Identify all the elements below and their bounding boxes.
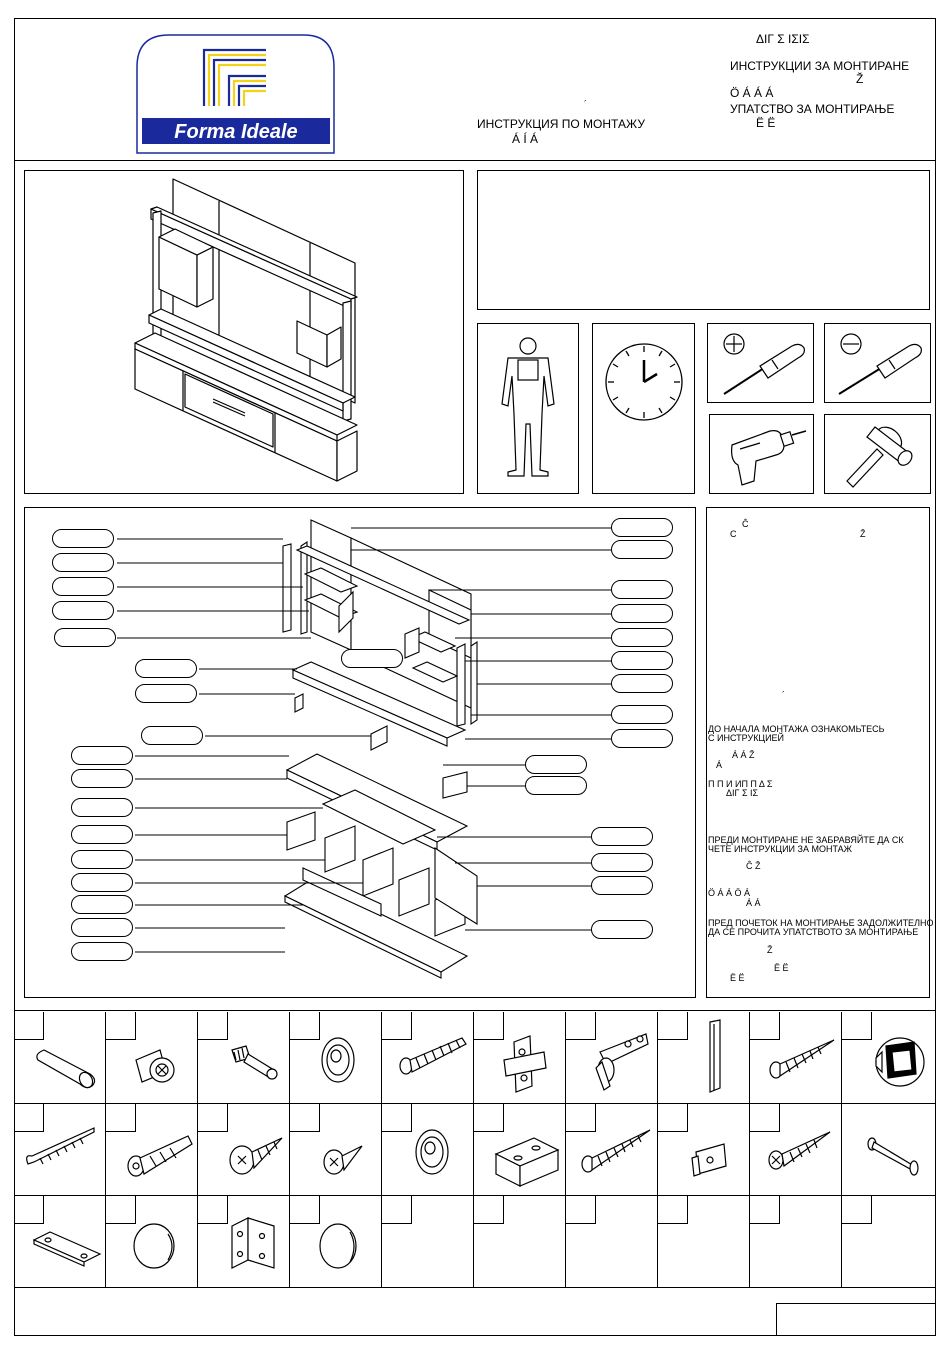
euro-screw-icon	[382, 1012, 474, 1104]
corner-bracket-icon	[198, 1196, 290, 1288]
part-label	[54, 628, 116, 647]
part-label	[135, 659, 197, 678]
header-ru-subtitle: Á Í Á	[512, 132, 539, 146]
header-accent-1: Ž	[856, 72, 864, 86]
header-accent-2: Ö Á Á Á	[730, 86, 774, 100]
hardware-cell	[474, 1012, 566, 1104]
hardware-cell	[14, 1104, 106, 1196]
flat-plate-icon	[14, 1196, 106, 1288]
note-bg-line1: ПРЕДИ МОНТИРАНЕ НЕ ЗАБРАВЯЙТЕ ДА СК	[708, 835, 904, 845]
hardware-cell	[14, 1012, 106, 1104]
exploded-diagram-box	[24, 507, 696, 998]
part-label	[71, 918, 133, 937]
note-accent-5: Á Á Ž	[732, 750, 755, 760]
dowel-icon	[14, 1012, 106, 1104]
product-illustration-box	[24, 170, 464, 494]
tool-box-mallet	[824, 414, 931, 494]
part-label	[611, 604, 673, 623]
hardware-cell	[566, 1104, 658, 1196]
hinge-plate-icon	[474, 1012, 566, 1104]
part-label	[135, 684, 197, 703]
note-accent-2: C	[730, 529, 737, 539]
note-accent-4: ´	[782, 690, 785, 700]
wood-screw-icon	[750, 1012, 842, 1104]
note-bg-line2: ЧЕТЕ ИНСТРУКЦИИ ЗА МОНТАЖ	[708, 844, 852, 854]
hardware-grid	[14, 1012, 936, 1288]
part-label	[611, 651, 673, 670]
shelf-rail-icon	[658, 1012, 750, 1104]
footer-code-box	[776, 1303, 936, 1336]
worker-icon	[478, 324, 580, 495]
part-label	[611, 580, 673, 599]
part-label	[52, 577, 114, 596]
part-label	[71, 850, 133, 869]
hardware-cell	[198, 1104, 290, 1196]
header-ru-title: ИНСТРУКЦИЯ ПО МОНТАЖУ	[477, 117, 645, 131]
header-bg-title: ИНСТРУКЦИИ ЗА МОНТИРАНЕ	[730, 59, 910, 73]
flat-screwdriver-icon	[825, 324, 932, 404]
part-label	[52, 553, 114, 572]
cam-housing-icon	[842, 1012, 936, 1104]
header-ru-mark: ´	[584, 99, 587, 109]
hardware-cell	[106, 1104, 198, 1196]
hardware-cell	[106, 1012, 198, 1104]
part-label	[341, 649, 403, 668]
header-accent-3: Ë Ë	[756, 116, 776, 130]
tv-wall-unit-illustration	[25, 171, 465, 495]
hardware-cell-empty	[658, 1196, 750, 1288]
part-label	[611, 705, 673, 724]
note-ru-line2: С ИНСТРУКЦИЕЙ	[708, 733, 785, 743]
note-accent-10: Ž	[767, 945, 773, 955]
part-label	[591, 827, 653, 846]
part-label	[611, 540, 673, 559]
hardware-cell	[382, 1104, 474, 1196]
hardware-cell-empty	[382, 1196, 474, 1288]
hardware-cell	[198, 1012, 290, 1104]
cover-cap-icon	[290, 1012, 382, 1104]
hardware-cell	[658, 1104, 750, 1196]
hardware-cell	[566, 1012, 658, 1104]
hardware-cell	[750, 1012, 842, 1104]
connector-box-icon	[474, 1104, 566, 1196]
tool-box-clock	[592, 323, 695, 494]
hardware-cell-empty	[750, 1196, 842, 1288]
hardware-cell	[750, 1104, 842, 1196]
hardware-cell	[290, 1012, 382, 1104]
tool-box-phillips	[707, 323, 814, 403]
note-accent-8: Ö Á Á Ö Á	[708, 888, 751, 898]
note-accent-3: Ž	[860, 529, 866, 539]
part-label	[71, 942, 133, 961]
part-label	[71, 873, 133, 892]
hardware-cell	[842, 1104, 936, 1196]
note-greek-line2: ΔΙΓ Σ ΙΣ	[726, 788, 759, 798]
header-divider	[14, 160, 936, 161]
hardware-cell-empty	[474, 1196, 566, 1288]
note-greek-line1: Π Π И ИП Π Δ Σ	[708, 779, 773, 789]
hardware-cell	[290, 1196, 382, 1288]
long-screw-icon	[566, 1104, 658, 1196]
part-label	[611, 628, 673, 647]
note-accent-9: Á Á	[746, 898, 761, 908]
cam-lock-icon	[106, 1012, 198, 1104]
hardware-cell-empty	[566, 1196, 658, 1288]
hardware-cell	[658, 1012, 750, 1104]
cap-icon	[290, 1196, 382, 1288]
hardware-cell	[106, 1196, 198, 1288]
forma-ideale-logo	[134, 32, 338, 156]
part-label	[591, 853, 653, 872]
part-label	[71, 895, 133, 914]
note-accent-6: Á	[716, 760, 723, 770]
hardware-cell	[290, 1104, 382, 1196]
logo-text: Forma Ideale	[174, 121, 298, 143]
note-mk-line2: ДА СЕ ПРОЧИТА УПАТСТВОТО ЗА МОНТИРАЊЕ	[708, 927, 919, 937]
part-label	[525, 776, 587, 795]
nail-icon	[842, 1104, 936, 1196]
note-accent-12: Ë Ë	[730, 973, 745, 983]
hardware-cell	[382, 1012, 474, 1104]
note-accent-1: Ĉ	[742, 519, 749, 529]
note-ru-line1: ДО НАЧАЛА МОНТАЖА ОЗНАКОМЬТЕСЬ	[708, 724, 885, 734]
part-label	[52, 529, 114, 548]
part-label	[591, 876, 653, 895]
part-label	[525, 755, 587, 774]
tool-box-drill	[709, 414, 814, 494]
header-mk-title: УПАТСТВО ЗА МОНТИРАЊЕ	[730, 102, 895, 116]
part-label	[71, 746, 133, 765]
note-mk-line1: ПРЕД ПОЧЕТОК НА МОНТИРАЊЕ ЗАДОЛЖИТЕЛНО	[708, 918, 934, 928]
note-accent-7: Ĉ Ž	[746, 861, 761, 871]
note-accent-11: Ë Ë	[774, 963, 789, 973]
part-label	[141, 726, 203, 745]
phillips-screwdriver-icon	[708, 324, 815, 404]
knob-cap-icon	[106, 1196, 198, 1288]
mini-screw-icon	[290, 1104, 382, 1196]
hardware-divider	[14, 1010, 936, 1011]
cabinet-hinge-icon	[566, 1012, 658, 1104]
tool-box-worker	[477, 323, 579, 494]
chipboard-screw-icon	[750, 1104, 842, 1196]
hardware-cell	[474, 1104, 566, 1196]
round-cover-icon	[382, 1104, 474, 1196]
header-greek-title: ΔΙΓ Σ ΙΣΙΣ	[756, 32, 810, 46]
hardware-cell	[842, 1012, 936, 1104]
part-label	[591, 920, 653, 939]
notes-empty-box	[477, 170, 930, 310]
part-label	[71, 798, 133, 817]
wall-plug-icon	[106, 1104, 198, 1196]
hardware-cell-empty	[842, 1196, 936, 1288]
clock-icon	[593, 324, 696, 495]
hardware-cell	[198, 1196, 290, 1288]
mallet-icon	[825, 415, 932, 495]
part-label	[611, 674, 673, 693]
part-label	[71, 825, 133, 844]
bracket-clip-icon	[658, 1104, 750, 1196]
part-label	[71, 769, 133, 788]
tool-box-flathead	[824, 323, 931, 403]
hook-screw-icon	[14, 1104, 106, 1196]
part-label	[52, 601, 114, 620]
part-label	[611, 518, 673, 537]
drill-icon	[710, 415, 815, 495]
short-screw-icon	[198, 1104, 290, 1196]
part-label	[611, 729, 673, 748]
cam-bolt-icon	[198, 1012, 290, 1104]
hardware-cell	[14, 1196, 106, 1288]
